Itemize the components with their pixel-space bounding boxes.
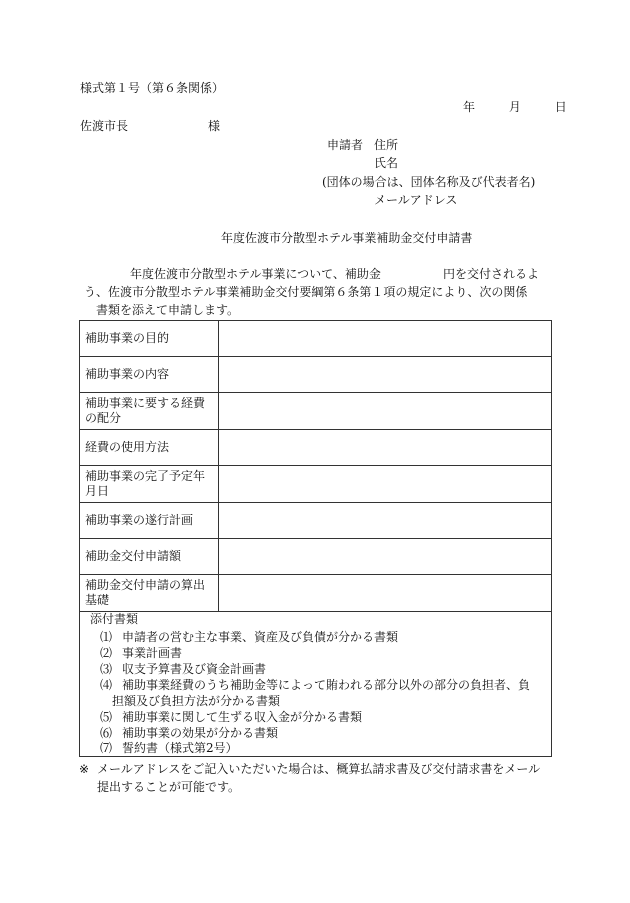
email-label: メールアドレス: [374, 193, 458, 207]
table-row: [80, 393, 552, 430]
addressee-name: 佐渡市長: [80, 119, 129, 133]
row-value-field[interactable]: [219, 430, 552, 466]
item-number: ⑶: [100, 662, 113, 676]
table-row: [80, 503, 552, 539]
applicant-label: 申請者: [327, 138, 364, 152]
item-text: 申請者の営む主な事業、資産及び負債が分かる書類: [122, 630, 399, 644]
name-label: 氏名: [374, 156, 399, 170]
body-line-1: [84, 265, 554, 283]
row-value-field[interactable]: [219, 321, 552, 357]
table-row: [80, 539, 552, 575]
table-row: [80, 321, 552, 357]
row-label: 補助金交付申請額: [80, 539, 219, 575]
row-value-field[interactable]: [219, 503, 552, 539]
row-label: 経費の使用方法: [80, 430, 219, 466]
attachment-item-continued: 担額及び負担方法が分かる書類: [112, 694, 281, 708]
attachment-item: [100, 661, 266, 677]
application-table: [79, 320, 552, 612]
row-label: 補助金交付申請の算出基礎: [80, 575, 219, 612]
row-value-field[interactable]: [219, 357, 552, 393]
footnote: [79, 760, 554, 796]
table-row: [80, 430, 552, 466]
table-row: [80, 466, 552, 503]
document-title: 年度佐渡市分散型ホテル事業補助金交付申請書: [221, 231, 473, 245]
item-text: 補助事業経費のうち補助金等によって賄われる部分以外の部分の負担者、負: [122, 678, 531, 692]
attachment-item: [100, 740, 238, 756]
addressee: [80, 118, 220, 134]
honorific: 様: [208, 119, 221, 133]
attachment-item: [100, 677, 530, 693]
item-text: 事業計画書: [122, 646, 183, 660]
row-value-field[interactable]: [219, 539, 552, 575]
item-number: ⑹: [100, 726, 113, 740]
item-text: 誓約書（様式第2号）: [122, 741, 238, 755]
attachment-item: [100, 725, 278, 741]
form-number: 様式第１号（第６条関係）: [80, 81, 225, 95]
item-text: 補助事業の効果が分かる書類: [122, 726, 279, 740]
footnote-line-1: メールアドレスをご記入いただいた場合は、概算払請求書及び交付請求書をメール: [97, 762, 541, 776]
organization-note: (団体の場合は、団体名称及び代表者名): [322, 175, 536, 189]
row-label: 補助事業に要する経費の配分: [80, 393, 219, 430]
footnote-line-2: 提出することが可能です。: [97, 780, 241, 794]
body-line-2: う、佐渡市分散型ホテル事業補助金交付要綱第６条第１項の規定により、次の関係: [84, 285, 528, 299]
body-line-3: 書類を添えて申請します。: [96, 303, 240, 317]
row-label: 補助事業の完了予定年月日: [80, 466, 219, 503]
item-number: ⑷: [100, 678, 113, 692]
attachments-heading: 添付書類: [90, 612, 139, 626]
table-row: [80, 357, 552, 393]
attachments-box: [79, 605, 552, 757]
footnote-mark: ※: [79, 762, 90, 776]
address-label: 住所: [374, 138, 399, 152]
row-label: 補助事業の内容: [80, 357, 219, 393]
item-text: 補助事業に関して生ずる収入金が分かる書類: [122, 710, 363, 724]
body-line-1b: 円を交付されるよ: [442, 267, 539, 281]
body-paragraph: [84, 265, 554, 319]
attachment-item: [100, 709, 362, 725]
attachment-item: [100, 645, 182, 661]
item-number: ⑸: [100, 710, 113, 724]
item-number: ⑺: [100, 741, 113, 755]
item-number: ⑴: [100, 630, 113, 644]
date-month: 月: [508, 100, 521, 114]
row-label: 補助事業の目的: [80, 321, 219, 357]
date-day: 日: [554, 100, 567, 114]
row-value-field[interactable]: [219, 466, 552, 503]
item-text: 収支予算書及び資金計画書: [122, 662, 267, 676]
body-line-1a: 年度佐渡市分散型ホテル事業について、補助金: [130, 267, 381, 281]
attachment-item: [100, 629, 398, 645]
date-line: [463, 99, 567, 115]
row-value-field[interactable]: [219, 393, 552, 430]
date-year: 年: [463, 100, 476, 114]
row-label: 補助事業の遂行計画: [80, 503, 219, 539]
item-number: ⑵: [100, 646, 113, 660]
